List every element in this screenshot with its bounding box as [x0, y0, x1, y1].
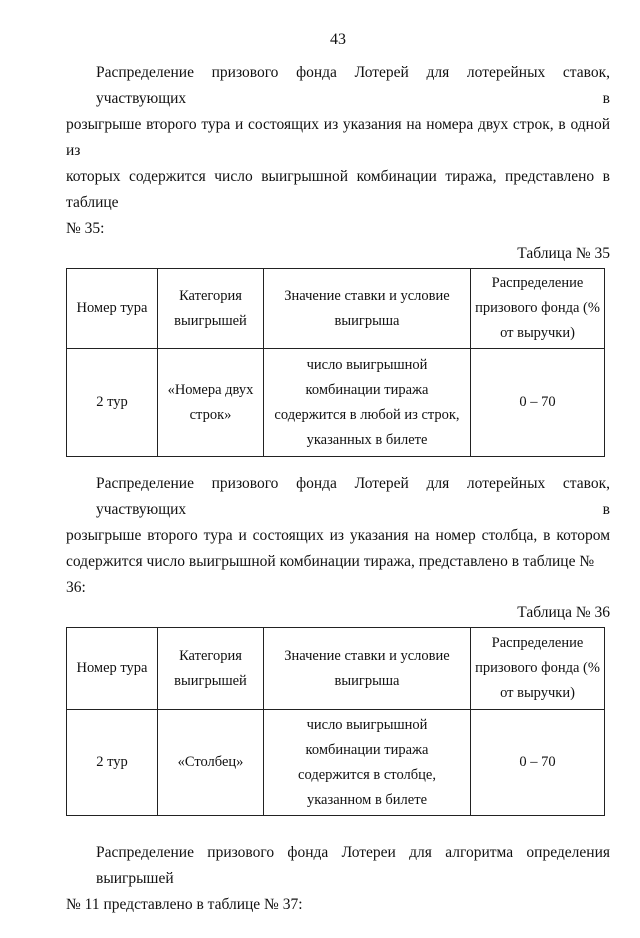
paragraph-line: розыгрыше второго тура и состоящих из указания на номера двух строк, в одной из [66, 116, 610, 159]
paragraph-3 [66, 840, 610, 918]
header-cell: Категория выигрышей [158, 269, 264, 349]
header-cell: Категория выигрышей [158, 628, 264, 710]
header-cell: Распределение призового фонда (% от выручки) [471, 269, 605, 349]
paragraph-line: № 35: [66, 220, 105, 237]
header-cell: Номер тура [67, 269, 158, 349]
table-cell: «Номера двух строк» [158, 349, 264, 457]
paragraph-2 [66, 471, 610, 601]
table-35 [66, 268, 605, 457]
table-35-caption: Таблица № 35 [517, 245, 610, 262]
paragraph-line: № 11 представлено в таблице № 37: [66, 896, 303, 913]
header-cell: Значение ставки и условие выигрыша [264, 628, 471, 710]
header-cell: Распределение призового фонда (% от выручки) [471, 628, 605, 710]
header-cell: Номер тура [67, 628, 158, 710]
paragraph-line: Распределение призового фонда Лотерей для лотерейных ставок, участвующих в [96, 475, 610, 518]
table-cell: 2 тур [67, 349, 158, 457]
paragraph-1 [66, 60, 610, 242]
table-header-row [67, 269, 605, 349]
table-36-caption: Таблица № 36 [517, 604, 610, 621]
table-row [67, 349, 605, 457]
table-cell: 2 тур [67, 710, 158, 816]
paragraph-line: содержится число выигрышной комбинации тиража, представлено в таблице № 36: [66, 553, 595, 596]
paragraph-line: розыгрыше второго тура и состоящих из указания на номер столбца, в котором [66, 527, 610, 544]
table-cell: «Столбец» [158, 710, 264, 816]
table-row [67, 710, 605, 816]
table-cell: число выигрышной комбинации тиража содержится в любой из строк, указанных в билете [264, 349, 471, 457]
paragraph-line: Распределение призового фонда Лотереи для алгоритма определения выигрышей [96, 844, 610, 887]
page-number: 43 [330, 31, 346, 48]
table-header-row [67, 628, 605, 710]
table-cell: 0 – 70 [471, 349, 605, 457]
paragraph-line: Распределение призового фонда Лотерей для лотерейных ставок, участвующих в [96, 64, 610, 107]
header-cell: Значение ставки и условие выигрыша [264, 269, 471, 349]
table-cell: число выигрышной комбинации тиража содержится в столбце, указанном в билете [264, 710, 471, 816]
spacer [66, 830, 610, 840]
table-36 [66, 627, 605, 816]
paragraph-line: которых содержится число выигрышной комбинации тиража, представлено в таблице [66, 168, 610, 211]
table-cell: 0 – 70 [471, 710, 605, 816]
